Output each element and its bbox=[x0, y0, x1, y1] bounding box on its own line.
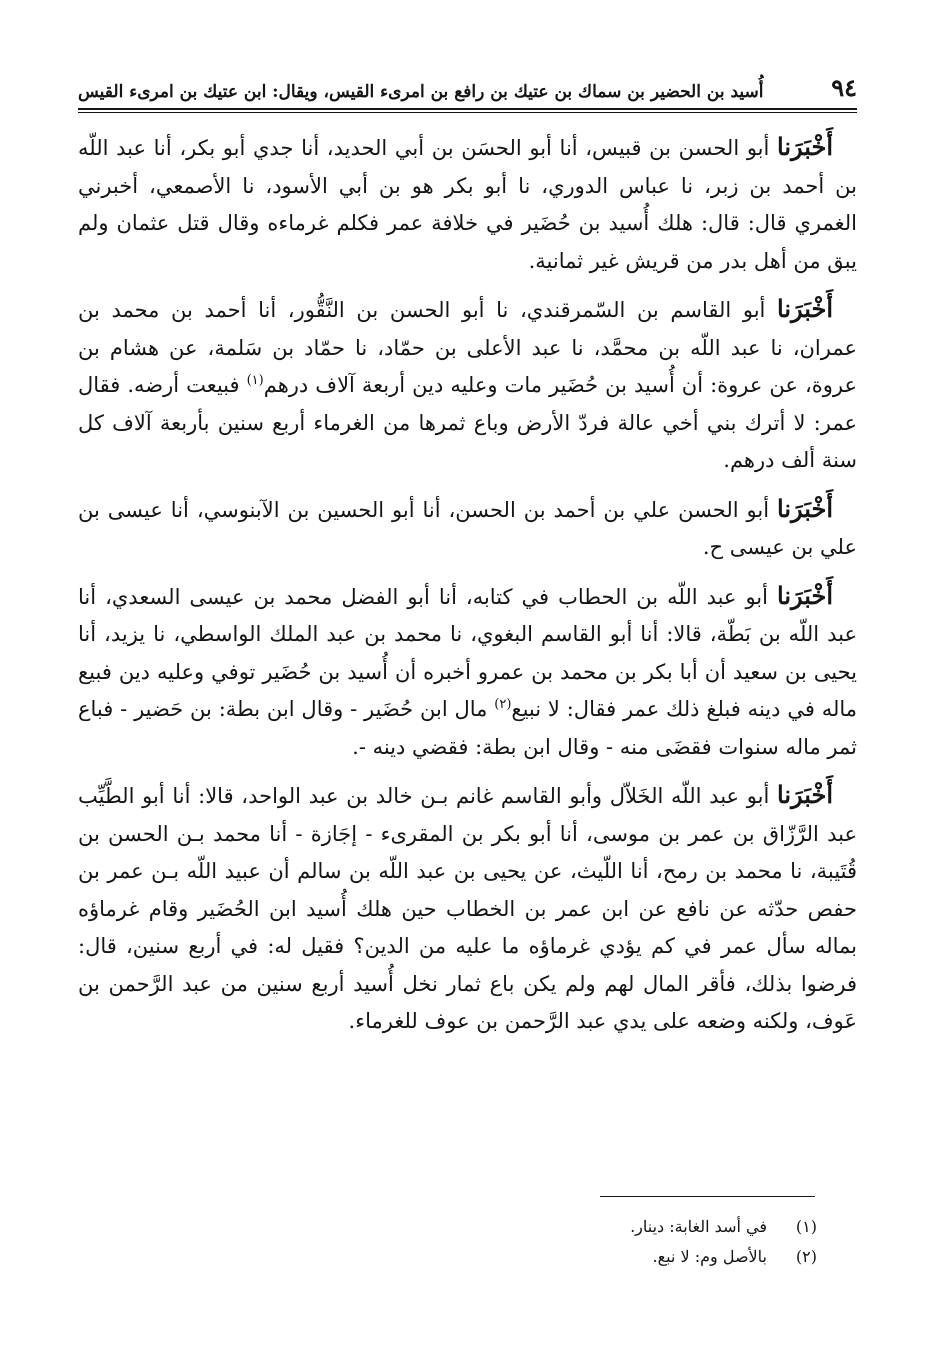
narration-paragraph bbox=[78, 128, 857, 280]
main-text bbox=[78, 128, 857, 1051]
narration-text: أبو عبد اللّه بن الحطاب في كتابه، أنا أبو الفضل محمد بن عيسى السعدي، أنا عبد اللّه بن بَطّة، قالا: أنا أبو القاسم البغوي، نا محمد بن عبد الملك الواسطي، نا يزيد، أنا يحيى بن سعيد أن أبا بكر بن محمد بن عمرو أخبره أن أُسيد بن حُضَير توفي وعليه دين فبيع ماله في دينه فبلغ ذلك عمر فقال: لا نبيع bbox=[78, 584, 857, 721]
footnote bbox=[78, 1212, 817, 1242]
narration-text-continued: فبيعت أرضه. فقال عمر: لا أترك بني أخي عالة فردّ الأرض وباع ثمرها من الغرماء أربع سنين بأربعة آلاف كل سنة ألف درهم. bbox=[78, 373, 857, 472]
footnote-text: في أسد الغابة: دينار. bbox=[630, 1217, 767, 1236]
footnote-reference[interactable]: (٢) bbox=[494, 697, 512, 712]
narration-paragraph bbox=[78, 776, 857, 1041]
footnote-text: بالأصل وم: لا نبع. bbox=[652, 1247, 767, 1266]
narration-text: أبو القاسم بن السّمرقندي، نا أبو الحسن بن النَّقُّور، أنا أحمد بن محمد بن عمران، نا عبد اللّه بن محمَّد، نا عبد الأعلى بن حمّاد، نا حمّاد بن سَلمة، عن هشام بن عروة، عن عروة: أن أُسيد بن حُضَير مات وعليه دين أربعة آلاف درهم bbox=[78, 298, 857, 397]
footnote-number: (٢) bbox=[795, 1247, 817, 1266]
narration-text: أبو الحسن بن قبيس، أنا أبو الحسَن بن أبي الحديد، أنا جدي أبو بكر، أنا عبد اللّه بن أحمد بن زبر، نا عباس الدوري، نا أبو بكر هو بن أبي الأسود، نا الأصمعي، أخبرني الغمري قال: قال: هلك أُسيد بن حُضَير في خلافة عمر فكلم غرماءه وقال قتل عثمان ولم يبق من أهل بدر من قريش غير ثمانية. bbox=[78, 136, 857, 273]
page-number: ٩٤ bbox=[831, 73, 857, 102]
footnote-number: (١) bbox=[795, 1217, 817, 1236]
narration-opener: أَخْبَرَنا bbox=[777, 493, 833, 523]
narration-paragraph bbox=[78, 577, 857, 767]
narration-opener: أَخْبَرَنا bbox=[777, 580, 833, 610]
header-rule-thin bbox=[78, 112, 857, 113]
narration-paragraph bbox=[78, 490, 857, 567]
narration-opener: أَخْبَرَنا bbox=[777, 294, 833, 323]
footnote-reference[interactable]: (١) bbox=[246, 373, 264, 388]
footnote bbox=[78, 1242, 817, 1272]
header-rule bbox=[78, 108, 857, 110]
narration-opener: أَخْبَرَنا bbox=[777, 780, 833, 809]
page-header bbox=[78, 60, 857, 108]
narration-text: أبو عبد اللّه الخَلاّل وأبو القاسم غانم بـن خالد بن عبد الواحد، قالا: أنا أبو الطَّيِّب عبد الرَّزّاق بن عمر بن موسى، أنا أبو بكر بن المقرىء - إجَازة - أنا محمد بـن الحسن بن قُتَيبة، نا محمد بن رمح، أنا اللّيث، عن يحيى بن عبد اللّه بن سالم أن عبيد اللّه بـن عمر بن حفص حدّثه عن نافع عن ابن عمر بن الخطاب حين هلك أُسيد ابن الحُضَير وقام غرماؤه بماله سأل عمر في كم يؤدي غرماؤه ما عليه من الدين؟ فقيل له: في أربع سنين، قال: فرضوا بذلك، فأقر المال لهم ولم يكن باع ثمار نخل أُسيد أربع سنين من عبد الرَّحمن بن عَوف، ولكنه وضعه على يدي عبد الرَّحمن بن عوف للغرماء. bbox=[78, 784, 857, 1033]
footnote-separator bbox=[600, 1196, 815, 1197]
narration-paragraph bbox=[78, 290, 857, 480]
narration-opener: أَخْبَرَنا bbox=[777, 132, 833, 161]
footnotes bbox=[78, 1212, 817, 1272]
narration-text-continued: مال ابن حُضَير - وقال ابن بطة: بن حَضير - فباع ثمر ماله سنوات فقضَى منه - وقال ابن بطة: فقضي دينه -. bbox=[78, 697, 857, 759]
narration-text: أبو الحسن علي بن أحمد بن الحسن، أنا أبو الحسين بن الآبنوسي، أنا عيسى بن علي بن عيسى ح. bbox=[78, 497, 857, 559]
running-title: أُسيد بن الحضير بن سماك بن عتيك بن رافع بن امرىء القيس، ويقال: ابن عتيك بن امرىء القيس bbox=[78, 82, 764, 102]
